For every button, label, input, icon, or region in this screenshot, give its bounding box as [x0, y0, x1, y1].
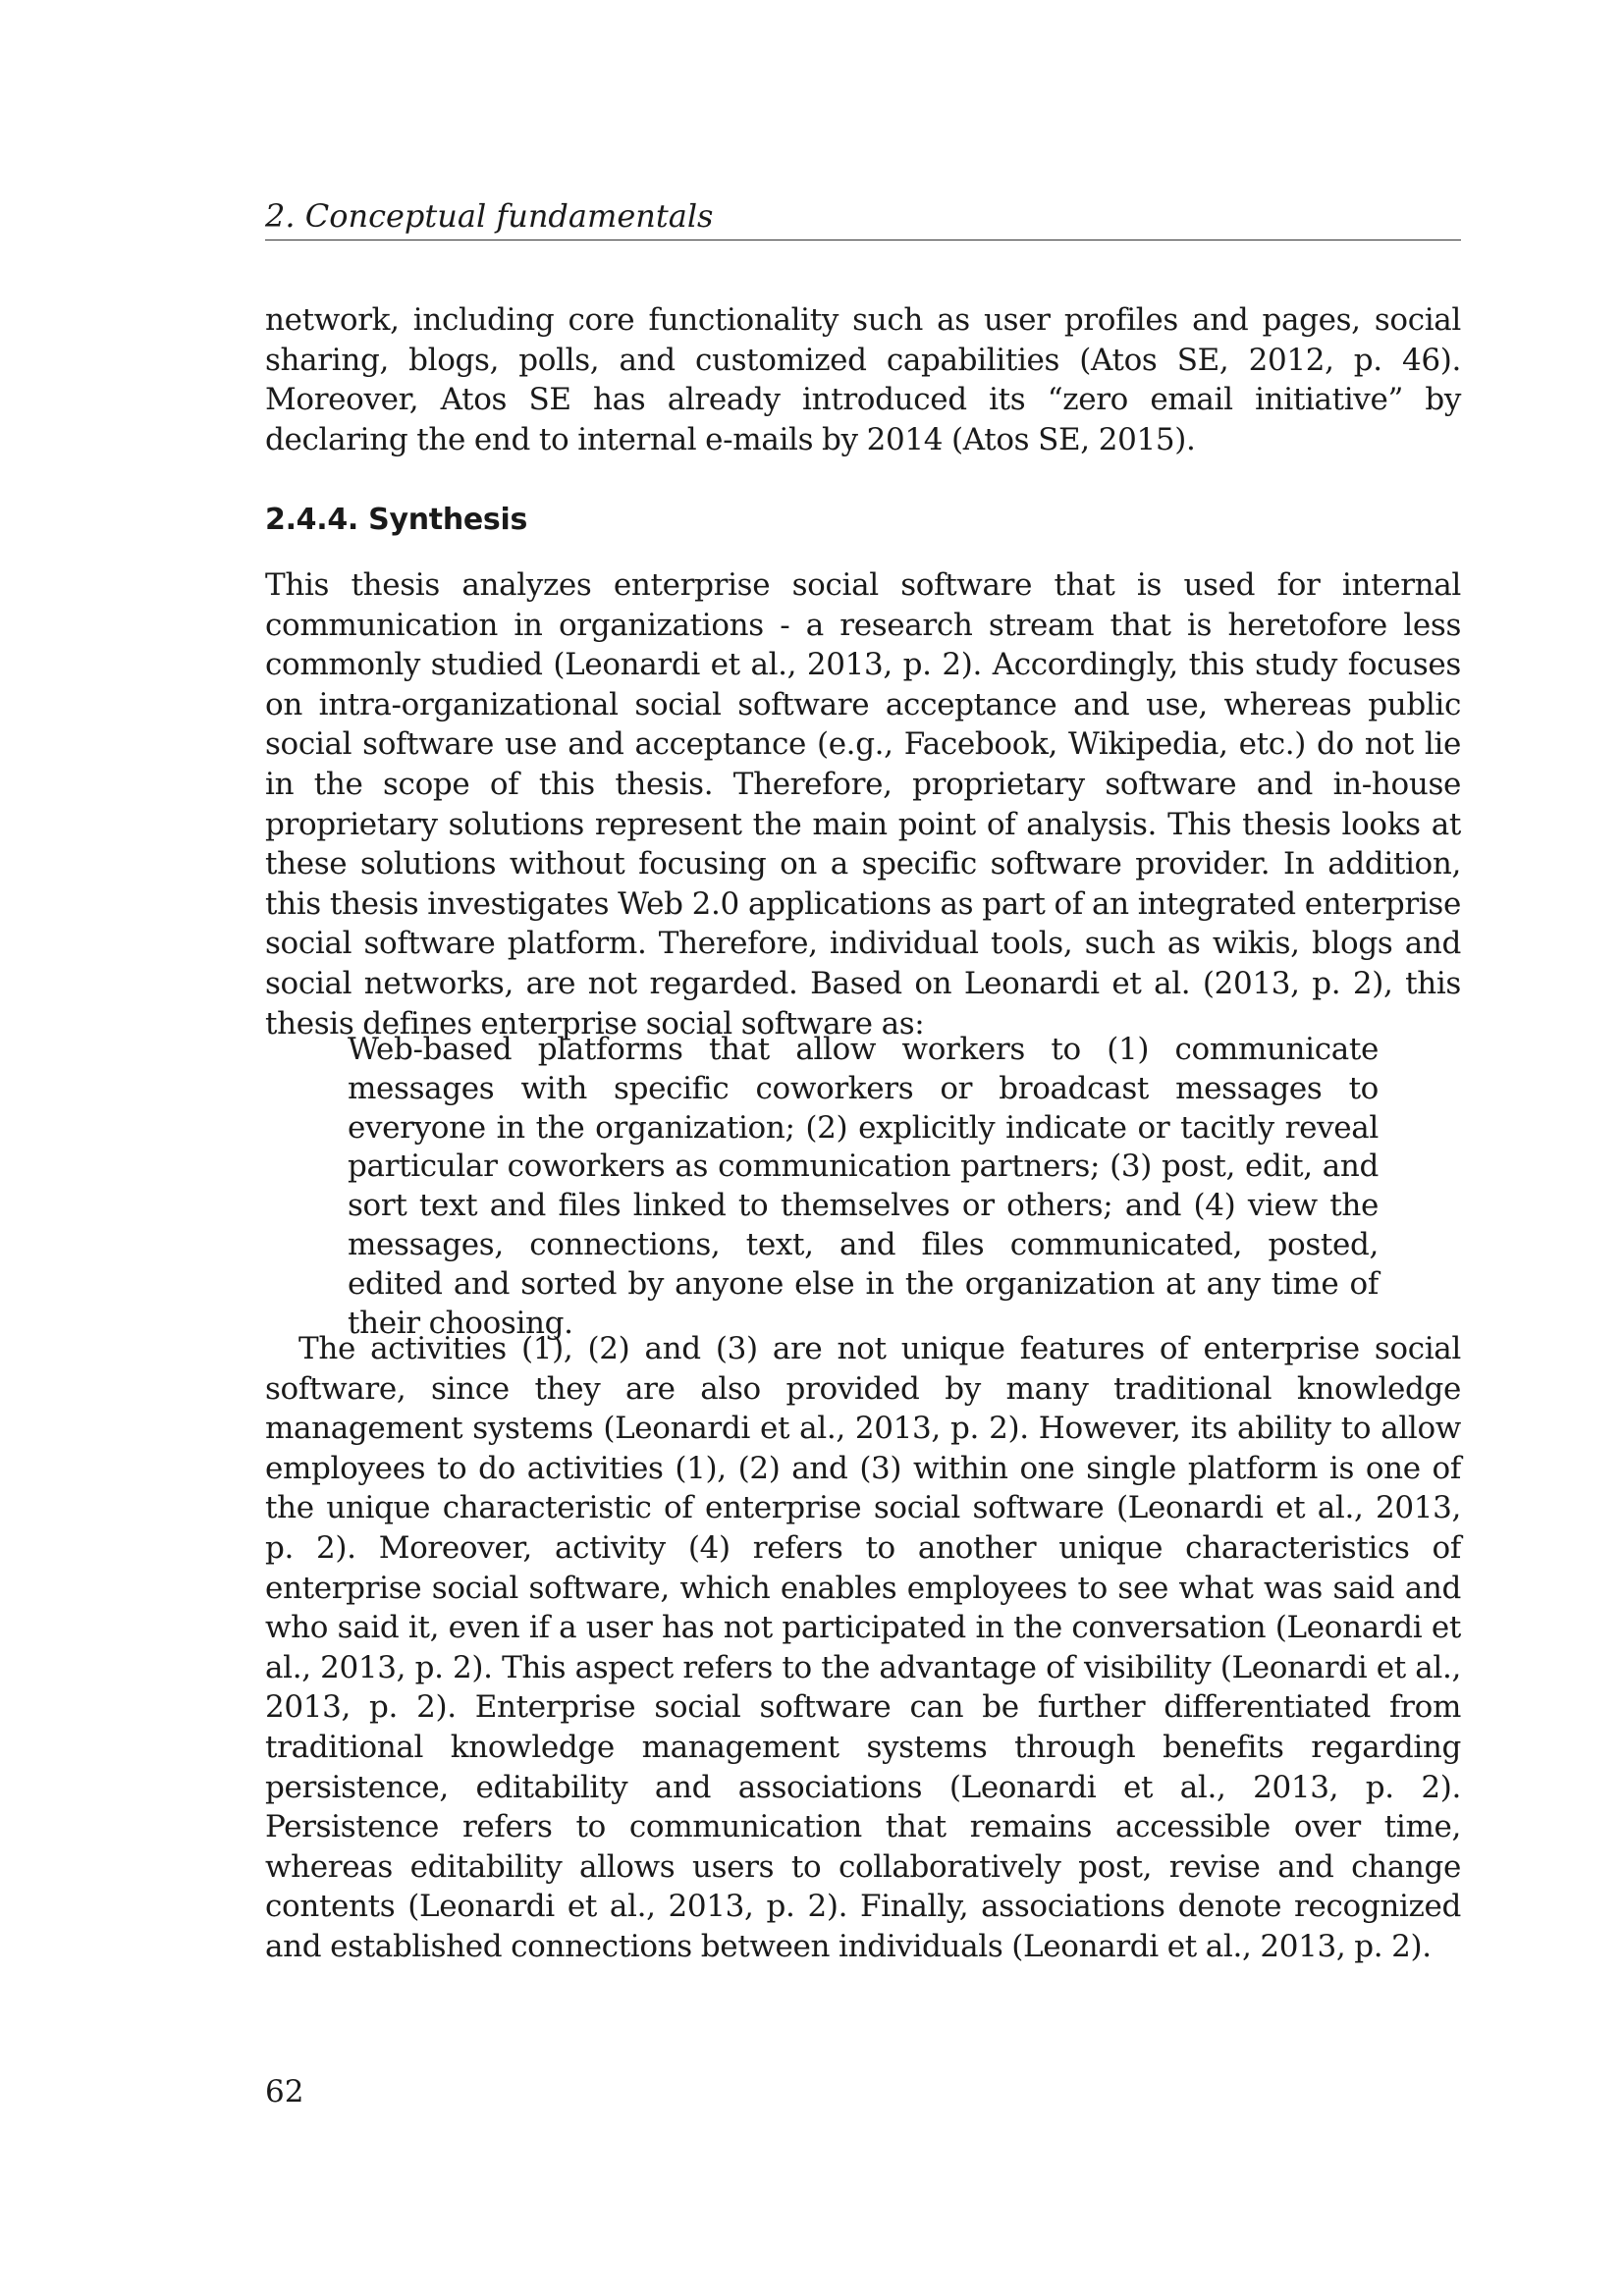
section-heading: 2.4.4. Synthesis — [265, 503, 528, 537]
paragraph-activities: The activities (1), (2) and (3) are not unique features of enterprise social software, since they are also provided by many traditional knowledge management systems (Leonardi et al., 2013, p. 2). However, its ability to allow employees to do activities (1), (2) and (3) within one single platform is one of the unique characteristic of enterprise social software (Leonardi et al., 2013, p. 2). Moreover, activity (4) refers to another unique characteristics of enterprise social software, which enables employees to see what was said and who said it, even if a user has not participated in the conversation (Leonardi et al., 2013, p. 2). This aspect refers to the advantage of visibility (Leonardi et al., 2013, p. 2). Enterprise social software can be further differentiated from traditional knowledge management systems through benefits regarding persistence, editability and associations (Leonardi et al., 2013, p. 2). Persistence refers to communication that remains accessible over time, whereas editability allows users to collaboratively post, revise and change contents (Leonardi et al., 2013, p. 2). Finally, associations denote recognized and established connections between individuals (Leonardi et al., 2013, p. 2). — [265, 1331, 1461, 1964]
paragraph-synthesis: This thesis analyzes enterprise social software that is used for internal communication in organizations - a research stream that is heretofore less commonly studied (Leonardi et al., 2013, p. 2). Accordingly, this study focuses on intra-organizational social software acceptance and use, whereas public social software use and acceptance (e.g., Facebook, Wikipedia, etc.) do not lie in the scope of this thesis. Therefore, proprietary software and in-house proprietary solutions represent the main point of analysis. This thesis looks at these solutions without focusing on a specific software provider. In addition, this thesis investigates Web 2.0 applications as part of an integrated enterprise social software platform. Therefore, individual tools, such as wikis, blogs and social networks, are not regarded. Based on Leonardi et al. (2013, p. 2), this thesis defines enterprise social software as: — [265, 567, 1461, 1041]
definition-quote: Web-based platforms that allow workers to (1) communicate messages with specific coworkers or broadcast messages to everyone in the organization; (2) explicitly indicate or tacitly reveal particular coworkers as communication partners; (3) post, edit, and sort text and files linked to themselves or others; and (4) view the messages, connections, text, and files communicated, posted, edited and sorted by anyone else in the organization at any time of their choosing. — [348, 1032, 1379, 1341]
document-page — [265, 0, 1461, 2296]
paragraph-intro: network, including core functionality such as user profiles and pages, social sharing, blogs, polls, and customized capabilities (Atos SE, 2012, p. 46). Moreover, Atos SE has already introduced its “zero email initiative” by declaring the end to internal e-mails by 2014 (Atos SE, 2015). — [265, 302, 1461, 457]
running-header: 2. Conceptual fundamentals — [265, 196, 1461, 240]
page-number: 62 — [265, 2074, 304, 2109]
